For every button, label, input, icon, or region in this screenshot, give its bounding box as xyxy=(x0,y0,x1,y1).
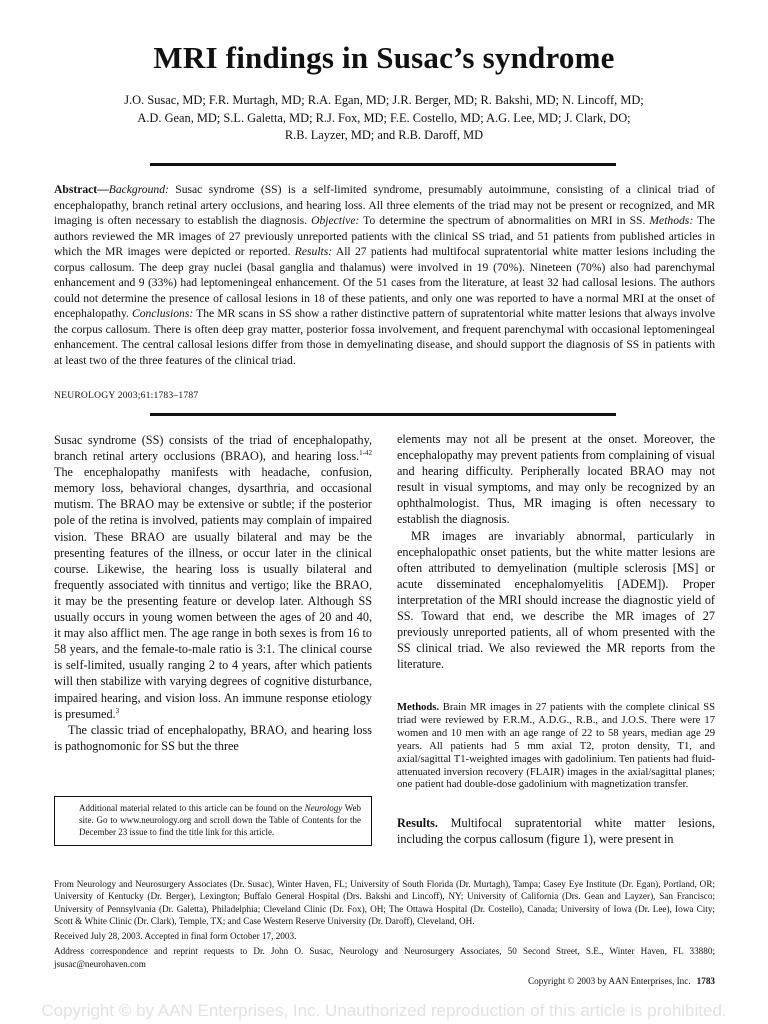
body-paragraph xyxy=(54,432,372,722)
received-dates: Received July 28, 2003. Accepted in final form October 17, 2003. xyxy=(54,931,297,942)
copyright-text: Copyright © 2003 by AAN Enterprises, Inc. xyxy=(527,976,691,986)
abstract-background: Susac syndrome (SS) is a self-limited syndrome, presumably autoimmune, consisting of a clinical triad of encephalopathy, branch retinal artery occlusions, and hearing loss. All three elements of the triad may not be present or recognized, and MR imaging is often necessary to establish the diagnosis. xyxy=(54,183,715,227)
correspondence-address: Address correspondence and reprint requests to Dr. John O. Susac, Neurology and Neurosurgery Associates, 50 Second Street, S.E., Winter Haven, FL 33880; jsusac@neurohaven.com xyxy=(54,946,715,969)
author-line: R.B. Layzer, MD; and R.B. Daroff, MD xyxy=(284,128,484,142)
note-text: Additional material related to this article can be found on the xyxy=(79,803,305,813)
note-text: Web site. Go to www.neurology.org and scroll down the Table of Contents for the December 23 issue to find the title link for this article. xyxy=(79,803,361,838)
article-title: MRI findings in Susac’s syndrome xyxy=(153,40,615,75)
author-line: A.D. Gean, MD; S.L. Galetta, MD; R.J. Fox, MD; F.E. Costello, MD; A.G. Lee, MD; J. Clark, DO; xyxy=(137,110,631,125)
body-paragraph: elements may not all be present at the onset. Moreover, the encephalopathy may prevent patients from complaining of visual and hearing difficulty. Peripherally located BRAO may not result in visual symptoms, and may only be recognized by an ophthalmologist. Thus, MR imaging is often necessary to establish the diagnosis. xyxy=(397,432,715,527)
methods-heading: Methods. xyxy=(397,702,440,713)
body-column-right xyxy=(397,431,715,672)
abstract-objective-label: Objective: xyxy=(311,214,360,227)
results-section xyxy=(397,815,715,847)
abstract-results: All 27 patients had multifocal supratentorial white matter lesions including the corpus callosum. The deep gray nuclei (basal ganglia and thalamus) were involved in 19 (70%). Nineteen (70%) also had parenchymal enhancement and 9 (33%) had leptomeningeal enhancement. Of the 51 cases from the literature, at least 32 had callosal lesions. The authors could not determine the presence of callosal lesions in 18 of these patients, and only one was reported to have a normal MRI at the onset of encephalopathy. xyxy=(54,245,715,320)
journal-citation: NEUROLOGY 2003;61:1783–1787 xyxy=(54,390,199,401)
abstract-results-label: Results: xyxy=(294,245,333,258)
body-text: The encephalopathy manifests with headache, confusion, memory loss, behavioral changes, dysarthria, and occasional mutism. The BRAO may be extensive or subtle; if the posterior pole of the retina is involved, patients may complain of impaired vision. These BRAO are usually bilateral and may be the presenting features of the illness, or occur later in the clinical course. Likewise, the hearing loss is usually bilateral and frequently associated with tinnitus and vertigo; like the BRAO, it may be the presenting feature or develop later. Although SS usually occurs in young women between the ages of 20 and 40, it may also afflict men. The age range in both sexes is from 16 to 58 years, and the female-to-male ratio is 3:1. The clinical course is self-limited, usually ranging 2 to 4 years, after which patients will then stabilize with varying degrees of cognitive disturbance, impaired hearing, and vision loss. An immune response etiology is presumed. xyxy=(54,465,372,721)
abstract-objective: To determine the spectrum of abnormalities on MRI in SS. xyxy=(359,214,650,227)
supplementary-material-note xyxy=(54,796,372,846)
reference-marker: 3 xyxy=(115,706,120,715)
abstract-heading: Abstract— xyxy=(54,183,109,196)
abstract-background-label: Background: xyxy=(108,183,169,196)
copyright-watermark: Copyright © by AAN Enterprises, Inc. Unauthorized reproduction of this article is prohibited. xyxy=(41,1001,727,1020)
abstract-methods: The authors reviewed the MR images of 27 previously unreported patients with the clinical SS triad, and 51 patients from published articles in which the MR images were depicted or reported. xyxy=(54,214,716,258)
abstract-conclusions-label: Conclusions: xyxy=(132,307,194,320)
affiliation-from: From Neurology and Neurosurgery Associates (Dr. Susac), Winter Haven, FL; University of South Florida (Dr. Murtagh), Tampa; Casey Eye Institute (Dr. Egan), Portland, OR; University of Kentucky (Dr. Berger), Lexington; Buffalo General Hospital (Drs. Bakshi and Lincoff), NY; University of California (Drs. Gean and Layzer), San Francisco; University of Pennsylvania (Dr. Galetta), Philadelphia; Cleveland Clinic (Dr. Fox), OH; The Ottawa Hospital (Dr. Costello), Canada; University of Iowa (Dr. Lee), Iowa City; Scott & White Clinic (Dr. Clark), Temple, TX; and Case Western Reserve University (Dr. Daroff), Cleveland, OH. xyxy=(54,879,715,926)
abstract xyxy=(54,182,715,368)
body-column-left xyxy=(54,432,372,754)
results-heading: Results. xyxy=(397,816,438,830)
author-list xyxy=(40,92,728,145)
page-footer xyxy=(528,976,715,986)
results-text: Multifocal supratentorial white matter lesions, including the corpus callosum (figure 1), were present in xyxy=(397,816,715,847)
page-number: 1783 xyxy=(696,976,715,986)
body-text: Susac syndrome (SS) consists of the triad of encephalopathy, branch retinal artery occlusions (BRAO), and hearing loss. xyxy=(54,433,372,464)
body-paragraph: The classic triad of encephalopathy, BRAO, and hearing loss is pathognomonic for SS but the three xyxy=(54,722,372,753)
note-journal: Neurology xyxy=(304,803,343,813)
divider-bottom xyxy=(150,413,616,416)
author-line: J.O. Susac, MD; F.R. Murtagh, MD; R.A. Egan, MD; J.R. Berger, MD; R. Bakshi, MD; N. Lincoff, MD; xyxy=(124,93,644,107)
abstract-methods-label: Methods: xyxy=(649,214,694,227)
methods-section xyxy=(397,702,715,792)
abstract-conclusions: The MR scans in SS show a rather distinctive pattern of supratentorial white matter lesions that always involve the corpus callosum. There is often deep gray matter, posterior fossa involvement, and frequent parenchymal with occasional leptomeningeal enhancement. The central callosal lesions differ from those in demyelinating disease, and should support the diagnosis of SS in patients with at least two of the three features of the clinical triad. xyxy=(54,307,715,367)
methods-text: Brain MR images in 27 patients with the complete clinical SS triad were reviewed by F.R.M., A.D.G., R.B., and J.O.S. There were 17 women and 10 men with an age range of 22 to 58 years, median age 29 years. All patients had 5 mm axial T2, proton density, T1, and axial/sagittal T1-weighted images with gadolinium. Ten patients had fluid-attenuated inversion recovery (FLAIR) images in the axial/sagittal planes; one patient had double-dose gadolinium with magnetization transfer. xyxy=(397,702,715,791)
reference-marker: 1-42 xyxy=(359,449,372,458)
affiliations xyxy=(54,878,715,970)
body-paragraph: MR images are invariably abnormal, particularly in encephalopathic onset patients, but the white matter lesions are often attributed to demyelination (multiple sclerosis [MS] or acute disseminated encephalomyelitis [ADEM]). Proper interpretation of the MRI should increase the diagnostic yield of SS. Toward that end, we describe the MR images of 27 previously unreported patients, all of whom presented with the SS clinical triad. We also reviewed the MR reports from the literature. xyxy=(397,528,715,672)
divider-top xyxy=(150,163,616,166)
